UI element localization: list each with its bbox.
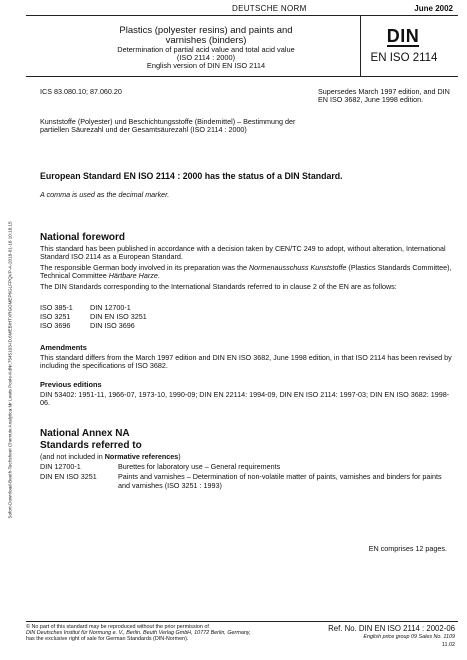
foreword-paragraph-3: The DIN Standards corresponding to the International Standards referred to in clause 2 of the EN are as follows: bbox=[40, 282, 397, 291]
p2-text-a: The responsible German body involved in its preparation was the bbox=[40, 263, 249, 272]
iso-cell: ISO 3696 bbox=[40, 320, 71, 330]
annex-note-a: (and not included in bbox=[40, 452, 105, 461]
din-logo-text: DIN bbox=[386, 26, 420, 46]
ref-title: Burettes for laboratory use – General requirements bbox=[118, 462, 281, 471]
annex-note bbox=[40, 452, 181, 461]
ref-code: DIN 12700-1 bbox=[40, 462, 81, 471]
supersedes-note: Supersedes March 1997 edition, and DIN EN ISO 3682, June 1998 edition. bbox=[318, 87, 450, 105]
p2-technical-committee: Härtbare Harze bbox=[108, 271, 158, 281]
copyright-note bbox=[26, 624, 296, 643]
title-line-3: Determination of partial acid value and total acid value bbox=[117, 45, 295, 54]
annex-subheading: Standards referred to bbox=[40, 440, 142, 451]
page-count-note: EN comprises 12 pages. bbox=[368, 544, 447, 553]
price-group: English price group 09 Sales No. 1109 bbox=[363, 634, 455, 640]
ics-code: ICS 83.080.10; 87.060.20 bbox=[40, 87, 122, 96]
din-cell: DIN ISO 3696 bbox=[90, 320, 135, 330]
title-line-2: varnishes (binders) bbox=[165, 35, 247, 46]
referenced-standards-list bbox=[40, 463, 455, 492]
footer-rule bbox=[26, 621, 458, 622]
annex-note-c: ) bbox=[178, 452, 181, 461]
iso-cell: ISO 3251 bbox=[40, 311, 71, 321]
copyright-line-3: has the exclusive right of sale for German Standards (DIN-Normen). bbox=[26, 636, 189, 643]
copyright-line-2: DIN Deutsches Institut für Normung e. V., Berlin. Beuth Verlag GmbH, 10772 Berlin, Germany, bbox=[26, 630, 251, 637]
comma-note: A comma is used as the decimal marker. bbox=[40, 190, 170, 199]
annex-note-b: Normative references bbox=[104, 452, 179, 461]
amendments-text: This standard differs from the March 1997 edition and DIN EN ISO 3682, June 1998 edition, in that ISO 2114 has been revised by including the specifications of ISO 3682. bbox=[40, 353, 452, 371]
table-row bbox=[40, 322, 147, 331]
german-title: Kunststoffe (Polyester) und Beschichtungsstoffe (Bindemittel) – Bestimmung der partiellen Säurezahl und der Gesamtsäurezahl (ISO 2114 : 2000) bbox=[40, 117, 296, 135]
previous-editions-text: DIN 53402: 1951-11, 1966-07, 1973-10, 1990-09; DIN EN 22114: 1994-09, DIN EN ISO 2114: 1997-03; DIN EN ISO 3682: 1998-06. bbox=[40, 390, 450, 408]
p2-text-c: (Plastics Standards Committee), Technical Committee bbox=[40, 263, 452, 281]
ref-code: DIN EN ISO 3251 bbox=[40, 472, 97, 482]
amendments-heading: Amendments bbox=[40, 343, 87, 352]
header-top-rule bbox=[26, 15, 458, 16]
foreword-paragraph-1: This standard has been published in accordance with a decision taken by CEN/TC 249 to adopt, without alteration, International Standard ISO 2114 as a European Standard. bbox=[40, 244, 446, 262]
document-title bbox=[56, 26, 356, 71]
din-cell: DIN 12700-1 bbox=[90, 303, 131, 312]
header-divider bbox=[360, 15, 361, 76]
foreword-heading: National foreword bbox=[40, 232, 126, 243]
p2-text-e: . bbox=[157, 271, 160, 281]
din-cell: DIN EN ISO 3251 bbox=[90, 311, 147, 321]
publication-date: June 2002 bbox=[414, 4, 453, 13]
header-bottom-rule bbox=[26, 76, 458, 77]
status-heading: European Standard EN ISO 2114 : 2000 has the status of a DIN Standard. bbox=[40, 171, 343, 181]
previous-editions-heading: Previous editions bbox=[40, 380, 102, 389]
title-line-5: English version of DIN EN ISO 2114 bbox=[146, 61, 266, 71]
din-logo bbox=[378, 27, 428, 47]
download-watermark: Sofort-Download-Beuth-Techsheet Chemute Analytica Mr Lewis Poole-KdNr.7545103-ID.6MEBIHTXRGOMEP6GLFPQVP-A-2018-01-16 10:18:15 bbox=[7, 221, 13, 519]
reference-number: Ref. No. DIN EN ISO 2114 : 2002-06 bbox=[328, 624, 455, 633]
annex-heading: National Annex NA bbox=[40, 428, 130, 439]
copyright-line-1: © No part of this standard may be reproduced without the prior permission of bbox=[26, 624, 209, 630]
foreword-paragraph-2 bbox=[40, 264, 455, 281]
title-line-1: Plastics (polyester resins) and paints and bbox=[119, 25, 293, 36]
p2-committee: Normenausschuss Kunststoffe bbox=[248, 263, 347, 272]
ref-title: Paints and varnishes – Determination of non-volatile matter of paints, varnishes and binders for paints and varnishes (ISO 3251 : 1993) bbox=[118, 472, 442, 490]
footer-code: 11.02 bbox=[441, 642, 455, 648]
list-item bbox=[40, 473, 455, 490]
standards-table bbox=[40, 304, 147, 330]
standard-code: EN ISO 2114 bbox=[370, 52, 438, 64]
iso-cell: ISO 385-1 bbox=[40, 303, 73, 312]
list-item bbox=[40, 463, 455, 471]
title-line-4: (ISO 2114 : 2000) bbox=[176, 53, 236, 63]
